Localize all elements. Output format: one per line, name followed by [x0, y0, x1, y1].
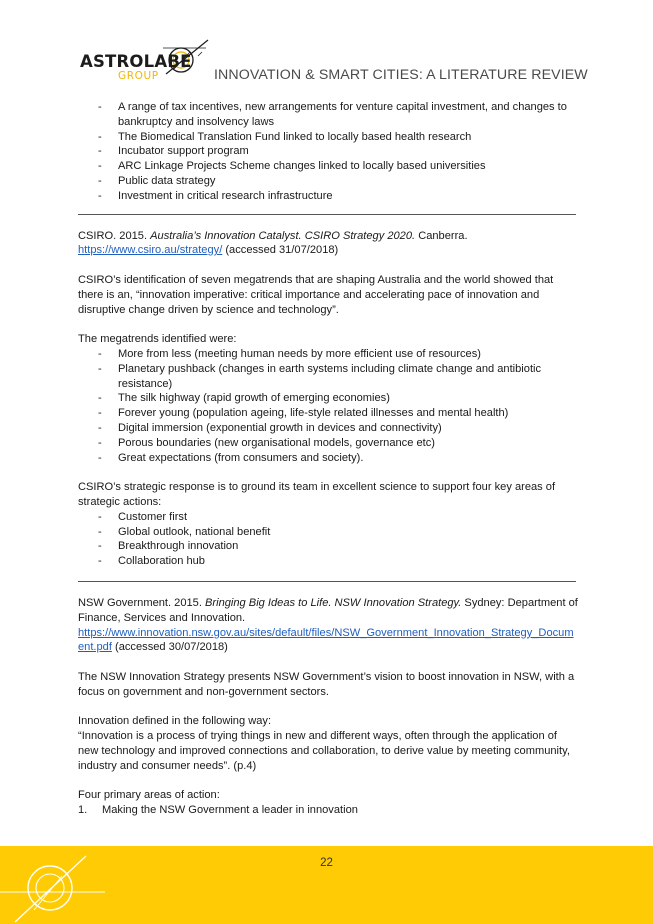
nsw-citation-title: Bringing Big Ideas to Life. NSW Innovation Strategy.: [205, 596, 462, 609]
list-item: - The Biomedical Translation Fund linked to locally based health research: [78, 130, 578, 145]
astrolabe-logo: [78, 38, 218, 88]
nsw-citation: NSW Government. 2015. Bringing Big Ideas to Life. NSW Innovation Strategy. Sydney: Department of Finance, Services and Innovation. https://www.innovation.nsw.gov.au/sites/default/files/NSW_Government_Innovation_Strategy_Document.pdf (accessed 30/07/2018): [78, 596, 578, 654]
list-item: - ARC Linkage Projects Scheme changes linked to locally based universities: [78, 159, 578, 174]
list-item: - Breakthrough innovation: [78, 539, 578, 554]
innovation-defined-intro: Innovation defined in the following way:: [78, 715, 272, 728]
document-title: INNOVATION & SMART CITIES: A LITERATURE REVIEW: [214, 67, 588, 83]
strategic-actions-list: [78, 510, 578, 569]
csiro-citation: CSIRO. 2015. Australia’s Innovation Catalyst. CSIRO Strategy 2020. Canberra. https://www.csiro.au/strategy/ (accessed 31/07/2018): [78, 229, 468, 257]
list-item: - More from less (meeting human needs by more efficient use of resources): [78, 347, 578, 362]
csiro-citation-title: Australia’s Innovation Catalyst. CSIRO Strategy 2020.: [150, 229, 416, 242]
nsw-url-link[interactable]: https://www.innovation.nsw.gov.au/sites/default/files/NSW_Government_Innovation_Strategy_Document.pdf: [78, 626, 574, 654]
action-areas-intro: Four primary areas of action:: [78, 789, 220, 802]
logo-wordmark: ASTROLABE: [80, 52, 192, 71]
list-item: - Planetary pushback (changes in earth systems including climate change and antibiotic resistance): [78, 362, 578, 392]
list-item: - A range of tax incentives, new arrangements for venture capital investment, and changes to bankruptcy and insolvency laws: [78, 100, 578, 130]
megatrends-intro: The megatrends identified were:: [78, 333, 237, 346]
megatrends-list: [78, 347, 578, 465]
page-content: [78, 100, 578, 818]
page-number: 22: [320, 857, 333, 869]
list-item: - Incubator support program: [78, 144, 578, 159]
list-item: - Investment in critical research infrastructure: [78, 189, 578, 204]
list-item: - Global outlook, national benefit: [78, 525, 578, 540]
action-areas-list: [78, 803, 578, 818]
intro-bullet-list: [78, 100, 578, 204]
list-item: - Porous boundaries (new organisational models, governance etc): [78, 436, 578, 451]
section-divider: [78, 581, 576, 582]
nsw-paragraph: The NSW Innovation Strategy presents NSW Government’s vision to boost innovation in NSW, with a focus on government and non-government sectors.: [78, 670, 575, 698]
list-item: - The silk highway (rapid growth of emerging economies): [78, 391, 578, 406]
list-item: - Public data strategy: [78, 174, 578, 189]
page-header: [0, 0, 653, 100]
page-footer: [0, 846, 653, 924]
list-number: 1.: [78, 804, 88, 817]
section-divider: [78, 214, 576, 215]
list-item: - Digital immersion (exponential growth in devices and connectivity): [78, 421, 578, 436]
innovation-definition-quote: “Innovation is a process of trying things in new and different ways, often through the application of new technology and improved connections and collaboration, to derive value by meeting community, industry and consumer needs”. (p.4): [78, 730, 570, 772]
list-item: - Customer first: [78, 510, 578, 525]
list-item: - Forever young (population ageing, life-style related illnesses and mental health): [78, 406, 578, 421]
list-item: 1. Making the NSW Government a leader in innovation: [78, 804, 358, 817]
list-item: - Collaboration hub: [78, 554, 578, 569]
csiro-paragraph: CSIRO’s identification of seven megatrends that are shaping Australia and the world showed that there is an, “innovation imperative: critical importance and accelerating pace of innovation and disruptive change driven by science and technology”.: [78, 273, 554, 316]
strategic-response-intro: CSIRO’s strategic response is to ground its team in excellent science to support four key areas of strategic actions:: [78, 481, 556, 508]
csiro-url-link[interactable]: https://www.csiro.au/strategy/: [78, 244, 223, 257]
logo-subtitle: GROUP: [118, 70, 159, 82]
list-item: - Great expectations (from consumers and society).: [78, 451, 578, 466]
